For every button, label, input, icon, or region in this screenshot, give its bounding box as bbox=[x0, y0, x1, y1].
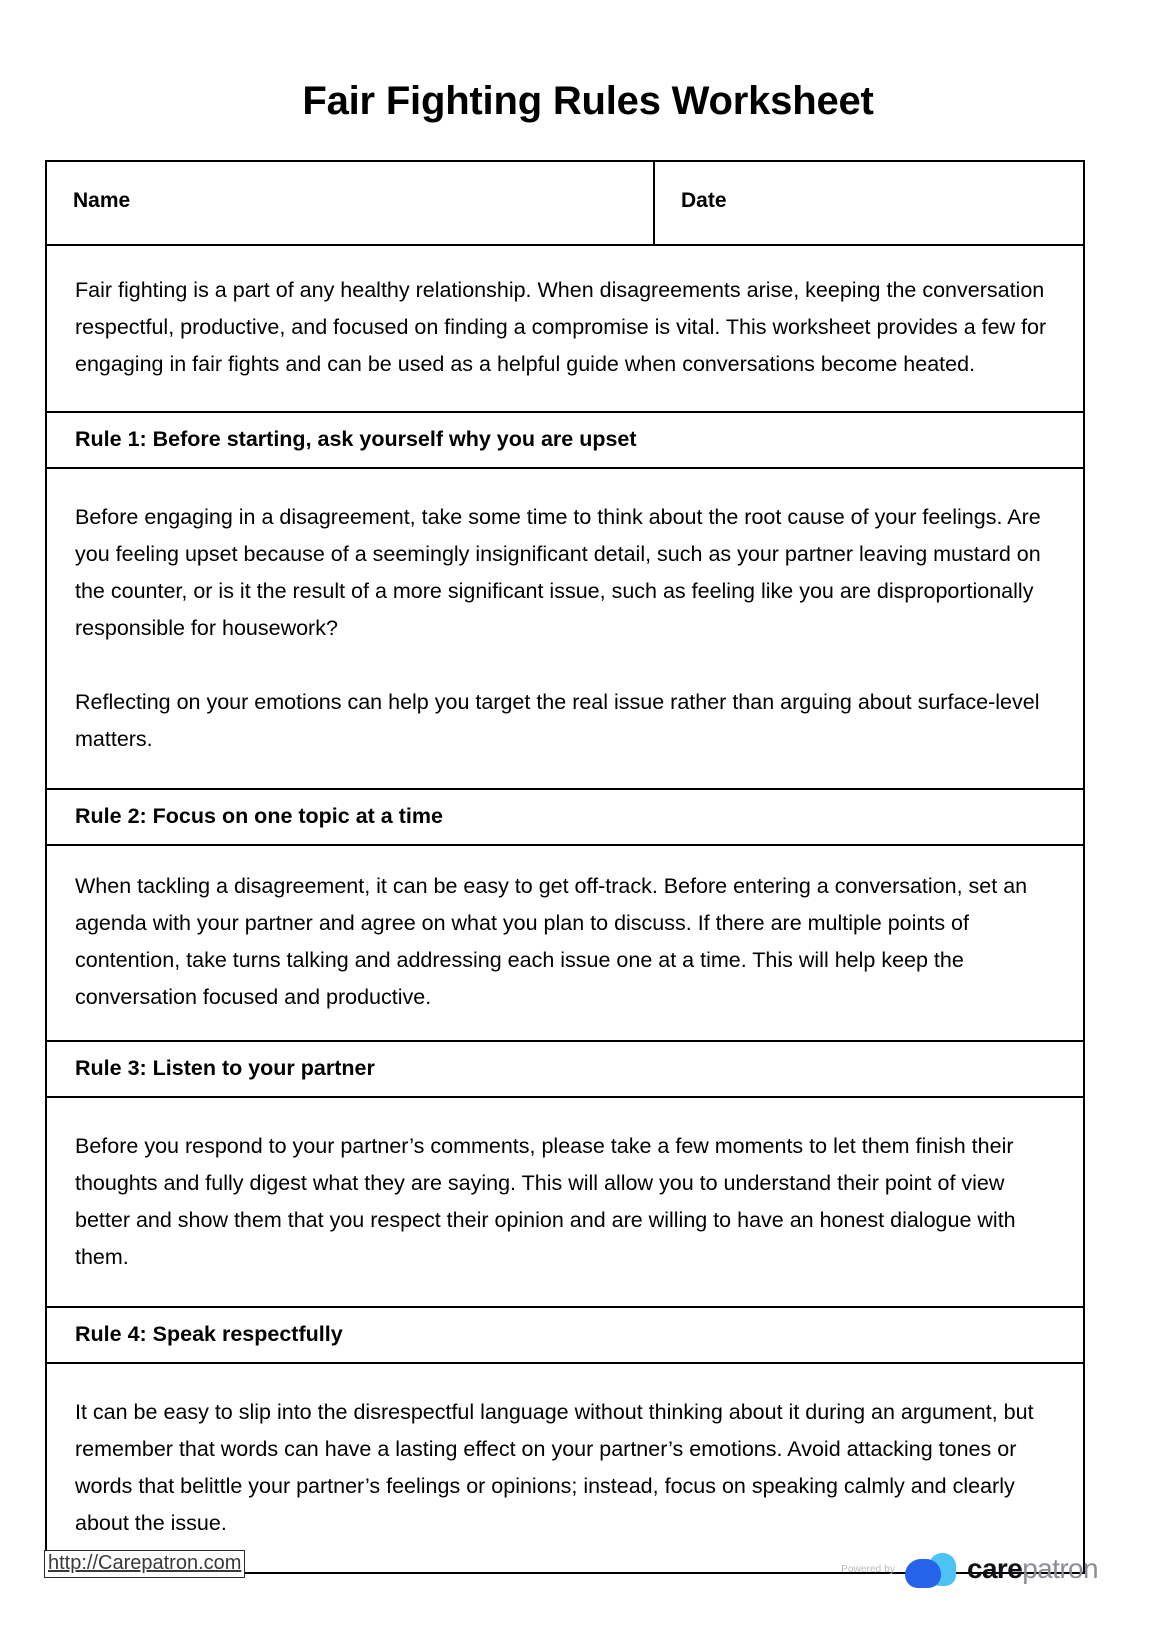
wordmark-patron: patron bbox=[1022, 1553, 1098, 1584]
wordmark-care: care bbox=[966, 1553, 1023, 1584]
carepatron-branding bbox=[841, 1546, 1098, 1594]
rule-1-heading-row bbox=[47, 413, 1083, 469]
rule-2-heading: Rule 2: Focus on one topic at a time bbox=[75, 803, 443, 828]
rule-1-paragraph-1: Before engaging in a disagreement, take some time to think about the root cause of your feelings. Are you feeling upset because of a seemingly insignificant detail, such as your partner leaving mustard on the counter, or is it the result of a more significant issue, such as feeling like you are disproportionally responsible for housework? bbox=[75, 504, 1041, 640]
rule-3-paragraph-1: Before you respond to your partner’s comments, please take a few moments to let them finish their thoughts and fully digest what they are saying. This will allow you to understand their point of view better and show them that you respect their opinion and are willing to have an honest dialogue with them. bbox=[75, 1133, 1016, 1269]
powered-by-label: Powered by bbox=[841, 1563, 895, 1575]
rule-3-heading: Rule 3: Listen to your partner bbox=[75, 1055, 375, 1080]
name-date-row bbox=[47, 162, 1083, 246]
name-label: Name bbox=[73, 189, 131, 212]
carepatron-url-link[interactable]: http://Carepatron.com bbox=[44, 1550, 245, 1578]
rule-2-paragraph-1: When tackling a disagreement, it can be easy to get off-track. Before entering a conversation, set an agenda with your partner and agree on what you plan to discuss. If there are multiple points of contention, take turns talking and addressing each issue one at a time. This will help keep the conversation focused and productive. bbox=[75, 873, 1028, 1009]
rule-3-heading-row bbox=[47, 1042, 1083, 1098]
intro-section bbox=[47, 246, 1083, 413]
rule-4-heading-row bbox=[47, 1308, 1083, 1364]
rule-4-heading: Rule 4: Speak respectfully bbox=[75, 1321, 343, 1346]
rule-3-body bbox=[47, 1098, 1083, 1308]
logo-blob-dark bbox=[905, 1559, 941, 1588]
worksheet-table bbox=[45, 160, 1085, 1574]
rule-2-heading-row bbox=[47, 790, 1083, 846]
rule-1-heading: Rule 1: Before starting, ask yourself why you are upset bbox=[75, 427, 637, 451]
name-field-cell[interactable] bbox=[47, 162, 655, 244]
carepatron-wordmark bbox=[967, 1555, 1098, 1585]
page-footer bbox=[0, 1540, 1176, 1610]
intro-paragraph: Fair fighting is a part of any healthy relationship. When disagreements arise, keeping the conversation respectful, productive, and focused on finding a compromise is vital. This worksheet provides a few for engaging in fair fights and can be used as a helpful guide when conversations become heated. bbox=[75, 278, 1047, 376]
carepatron-logo-icon bbox=[904, 1550, 958, 1590]
rule-4-paragraph-1: It can be easy to slip into the disrespectful language without thinking about it during an argument, but remember that words can have a lasting effect on your partner’s emotions. Avoid attacking tones or words that belittle your partner’s feelings or opinions; instead, focus on speaking calmly and clearly about the issue. bbox=[75, 1399, 1034, 1535]
rule-1-body bbox=[47, 469, 1083, 790]
rule-1-paragraph-2: Reflecting on your emotions can help you target the real issue rather than arguing about surface-level matters. bbox=[75, 689, 1040, 751]
date-field-cell[interactable] bbox=[655, 162, 1083, 244]
rule-2-body bbox=[47, 846, 1083, 1042]
page-title: Fair Fighting Rules Worksheet bbox=[302, 79, 874, 123]
date-label: Date bbox=[681, 189, 727, 212]
